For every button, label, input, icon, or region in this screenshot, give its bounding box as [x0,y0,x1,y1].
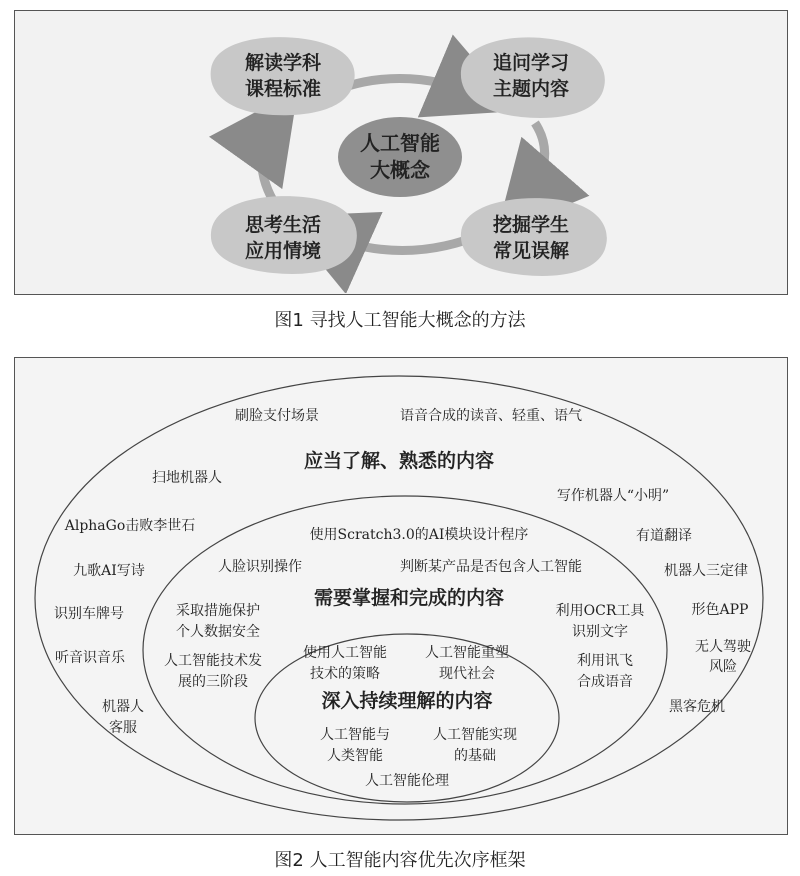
outer-item-sweeper: 扫地机器人 [152,470,222,486]
figure-2-frame [14,357,788,835]
arrow-right [520,123,545,207]
outer-item-three-laws: 机器人三定律 [664,563,748,579]
inner-item-basis-line2: 的基础 [454,748,496,764]
figure-1-caption-text: 图1 寻找人工智能大概念的方法 [274,310,526,331]
outer-item-youdao: 有道翻译 [636,528,692,544]
outer-item-xingse: 形色APP [691,602,749,618]
middle-item-stages-line2: 展的三阶段 [178,674,248,690]
inner-item-human-line1: 人工智能与 [320,727,390,743]
outer-heading: 应当了解、熟悉的内容 [303,450,495,472]
figure-2-caption-text: 图2 人工智能内容优先次序框架 [274,850,526,871]
outer-item-service-robot-line1: 机器人 [102,699,144,715]
outer-item-plate: 识别车牌号 [54,606,124,622]
outer-item-face-pay: 刷脸支付场景 [235,408,319,424]
blob-bottom-left [211,196,357,274]
blob-top-right [461,37,605,118]
inner-heading: 深入持续理解的内容 [321,690,493,712]
outer-item-alphago: AlphaGo击败李世石 [64,518,196,534]
middle-item-ocr-line2: 识别文字 [572,624,628,640]
blob-bottom-left-line2: 应用情境 [244,240,322,262]
outer-item-jiuge: 九歌AI写诗 [73,563,145,579]
outer-item-driverless-line1: 无人驾驶 [695,639,751,655]
center-line2: 大概念 [370,158,430,182]
middle-item-scratch: 使用Scratch3.0的AI模块设计程序 [309,527,529,543]
outer-item-music: 听音识音乐 [55,650,125,666]
figure-1-caption [0,306,800,332]
inner-item-reshape-line1: 人工智能重塑 [425,645,509,661]
middle-item-iflytek-line2: 合成语音 [577,674,633,690]
inner-item-reshape-line2: 现代社会 [439,666,495,682]
middle-item-privacy-line2: 个人数据安全 [176,624,260,640]
middle-item-judge: 判断某产品是否包含人工智能 [400,559,582,575]
outer-item-writer-robot: 写作机器人“小明” [556,488,670,504]
middle-item-face-op: 人脸识别操作 [218,559,302,575]
figure-1-diagram [15,11,786,293]
center-line1: 人工智能 [360,131,440,155]
blob-top-right-line2: 主题内容 [492,78,570,100]
blob-top-right-line1: 追问学习 [492,52,570,74]
arrow-left [262,119,277,207]
blob-top-left-line2: 课程标准 [244,78,322,100]
blob-bottom-right [461,198,607,276]
outer-item-driverless-line2: 风险 [709,659,737,675]
inner-item-strategy-line1: 使用人工智能 [303,645,387,661]
inner-item-strategy-line2: 技术的策略 [310,666,380,682]
outer-item-tts-tone: 语音合成的读音、轻重、语气 [400,408,582,424]
middle-item-iflytek-line1: 利用讯飞 [577,653,633,669]
figure-1-frame [14,10,788,295]
blob-top-left [211,37,355,115]
inner-item-human-line2: 人类智能 [327,748,383,764]
middle-item-privacy-line1: 采取措施保护 [176,603,260,619]
outer-item-service-robot-line2: 客服 [109,720,137,736]
middle-item-ocr-line1: 利用OCR工具 [555,603,645,619]
inner-item-basis-line1: 人工智能实现 [433,727,517,743]
middle-heading: 需要掌握和完成的内容 [313,587,505,609]
figure-2-diagram [15,358,786,833]
center-concept [338,117,462,197]
figure-2-caption [0,846,800,872]
inner-item-ethics: 人工智能伦理 [365,773,449,789]
blob-bottom-right-line1: 挖掘学生 [492,214,570,236]
middle-item-stages-line1: 人工智能技术发 [164,653,262,669]
blob-bottom-left-line1: 思考生活 [244,214,322,236]
outer-item-hacker: 黑客危机 [669,699,725,715]
blob-top-left-line1: 解读学科 [244,52,322,74]
blob-bottom-right-line2: 常见误解 [492,240,570,262]
